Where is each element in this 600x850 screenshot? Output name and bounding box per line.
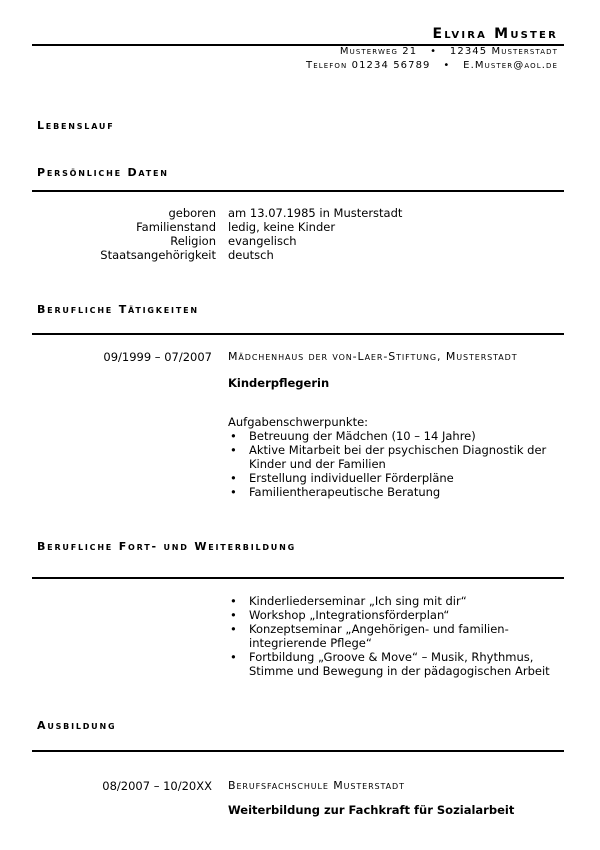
education-school: Berufsfachschule Musterstadt [228, 779, 405, 792]
personal-label-marital: Familienstand [136, 220, 216, 234]
list-item: • Familientherapeutische Beratung [228, 485, 558, 499]
training-list [228, 594, 553, 678]
personal-label-nationality: Staatsangehörigkeit [100, 248, 216, 262]
education-degree: Weiterbildung zur Fachkraft für Sozialarbeit [228, 803, 515, 817]
education-period: 08/2007 – 10/20XX [102, 779, 212, 793]
list-item: • Workshop „Integrationsförderplan“ [228, 608, 553, 622]
list-item: • Aktive Mitarbeit bei der psychischen Diagnostik der Kinder und der Familien [228, 443, 558, 471]
list-item: • Betreuung der Mädchen (10 – 14 Jahre) [228, 429, 558, 443]
section-heading-jobs: Berufliche Tätigkeiten [37, 303, 199, 316]
list-item: • Erstellung individueller Förderpläne [228, 471, 558, 485]
job-employer: Mädchenhaus der von-Laer-Stiftung, Musterstadt [228, 350, 518, 363]
job-period: 09/1999 – 07/2007 [103, 350, 212, 364]
list-item: • Fortbildung „Groove & Move“ – Musik, Rhythmus, Stimme und Bewegung in der pädagogischen Arbeit [228, 650, 553, 678]
personal-value-nationality: deutsch [228, 248, 274, 262]
personal-label-birth: geboren [168, 206, 216, 220]
job-tasks-intro: Aufgabenschwerpunkte: [228, 415, 369, 429]
section-divider-personal [32, 190, 564, 192]
contact-line: Telefon 01234 56789 • E.Muster@aol.de [306, 60, 558, 71]
applicant-name: Elvira Muster [432, 26, 558, 42]
section-divider-education [32, 750, 564, 752]
section-heading-personal: Persönliche Daten [37, 166, 169, 179]
personal-value-birth: am 13.07.1985 in Musterstadt [228, 206, 403, 220]
section-heading-training: Berufliche Fort- und Weiterbildung [37, 540, 296, 553]
section-heading-education: Ausbildung [37, 719, 117, 732]
personal-label-religion: Religion [170, 234, 216, 248]
section-divider-jobs [32, 333, 564, 335]
document-title: Lebenslauf [37, 119, 115, 132]
job-role: Kinderpflegerin [228, 376, 330, 390]
address-line: Musterweg 21 • 12345 Musterstadt [339, 46, 558, 57]
list-item: • Konzeptseminar „Angehörigen- und familien-integrierende Pflege“ [228, 622, 553, 650]
personal-value-religion: evangelisch [228, 234, 297, 248]
job-task-list [228, 429, 558, 499]
section-divider-training [32, 577, 564, 579]
personal-value-marital: ledig, keine Kinder [228, 220, 336, 234]
list-item: • Kinderliederseminar „Ich sing mit dir“ [228, 594, 553, 608]
